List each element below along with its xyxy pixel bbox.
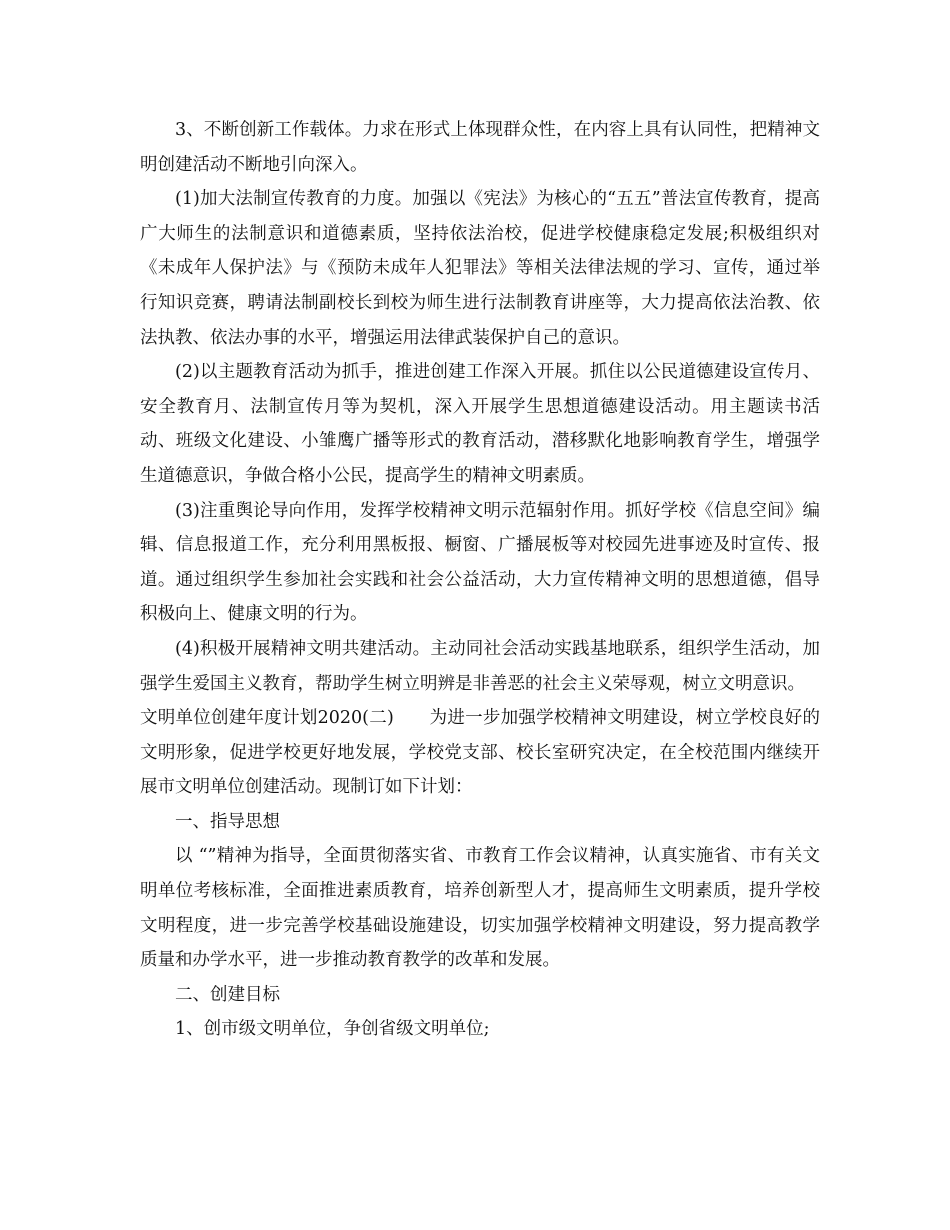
list-item-goal-1: 1、创市级文明单位，争创省级文明单位; bbox=[175, 1019, 490, 1040]
paragraph-plan-intro: 文明单位创建年度计划2020(二) 为进一步加强学校精神文明建设，树立学校良好的文明形象，促进学校更好地发展，学校党支部、校长室研究决定，在全校范围内继续开展市文明单位创建活动。现制订如下计划： bbox=[140, 708, 820, 798]
paragraph-legal-education: (1)加大法制宣传教育的力度。加强以《宪法》为核心的“五五”普法宣传教育，提高广大师生的法制意识和道德素质，坚持依法治校，促进学校健康稳定发展;积极组织对《未成年人保护法》与《预防未成年人犯罪法》等相关法律法规的学习、宣传，通过举行知识竞赛，聘请法制副校长到校为师生进行法制教育讲座等，大力提高依法治教、依法执教、依法办事的水平，增强运用法律武装保护自己的意识。 bbox=[140, 189, 820, 348]
paragraph-public-opinion: (3)注重舆论导向作用，发挥学校精神文明示范辐射作用。抓好学校《信息空间》编辑、信息报道工作，充分利用黑板报、橱窗、广播展板等对校园先进事迹及时宣传、报道。通过组织学生参加社会实践和社会公益活动，大力宣传精神文明的思想道德，倡导积极向上、健康文明的行为。 bbox=[140, 500, 820, 625]
section-heading-guiding-ideology: 一、指导思想 bbox=[175, 811, 280, 832]
document-page bbox=[140, 113, 820, 1047]
paragraph-guiding-ideology: 以 “”精神为指导，全面贯彻落实省、市教育工作会议精神，认真实施省、市有关文明单位考核标准，全面推进素质教育，培养创新型人才，提高师生文明素质，提升学校文明程度，进一步完善学校基础设施建设，切实加强学校精神文明建设，努力提高教学质量和办学水平，进一步推动教育教学的改革和发展。 bbox=[140, 846, 820, 971]
paragraph-innovation-carrier: 3、不断创新工作载体。力求在形式上体现群众性，在内容上具有认同性，把精神文明创建活动不断地引向深入。 bbox=[140, 120, 820, 175]
section-heading-goals: 二、创建目标 bbox=[175, 984, 280, 1005]
paragraph-theme-education: (2)以主题教育活动为抓手，推进创建工作深入开展。抓住以公民道德建设宣传月、安全教育月、法制宣传月等为契机，深入开展学生思想道德建设活动。用主题读书活动、班级文化建设、小雏鹰广播等形式的教育活动，潜移默化地影响教育学生，增强学生道德意识，争做合格小公民，提高学生的精神文明素质。 bbox=[140, 362, 820, 486]
paragraph-joint-construction: (4)积极开展精神文明共建活动。主动同社会活动实践基地联系，组织学生活动，加强学生爱国主义教育，帮助学生树立明辨是非善恶的社会主义荣辱观，树立文明意识。 bbox=[140, 638, 820, 694]
